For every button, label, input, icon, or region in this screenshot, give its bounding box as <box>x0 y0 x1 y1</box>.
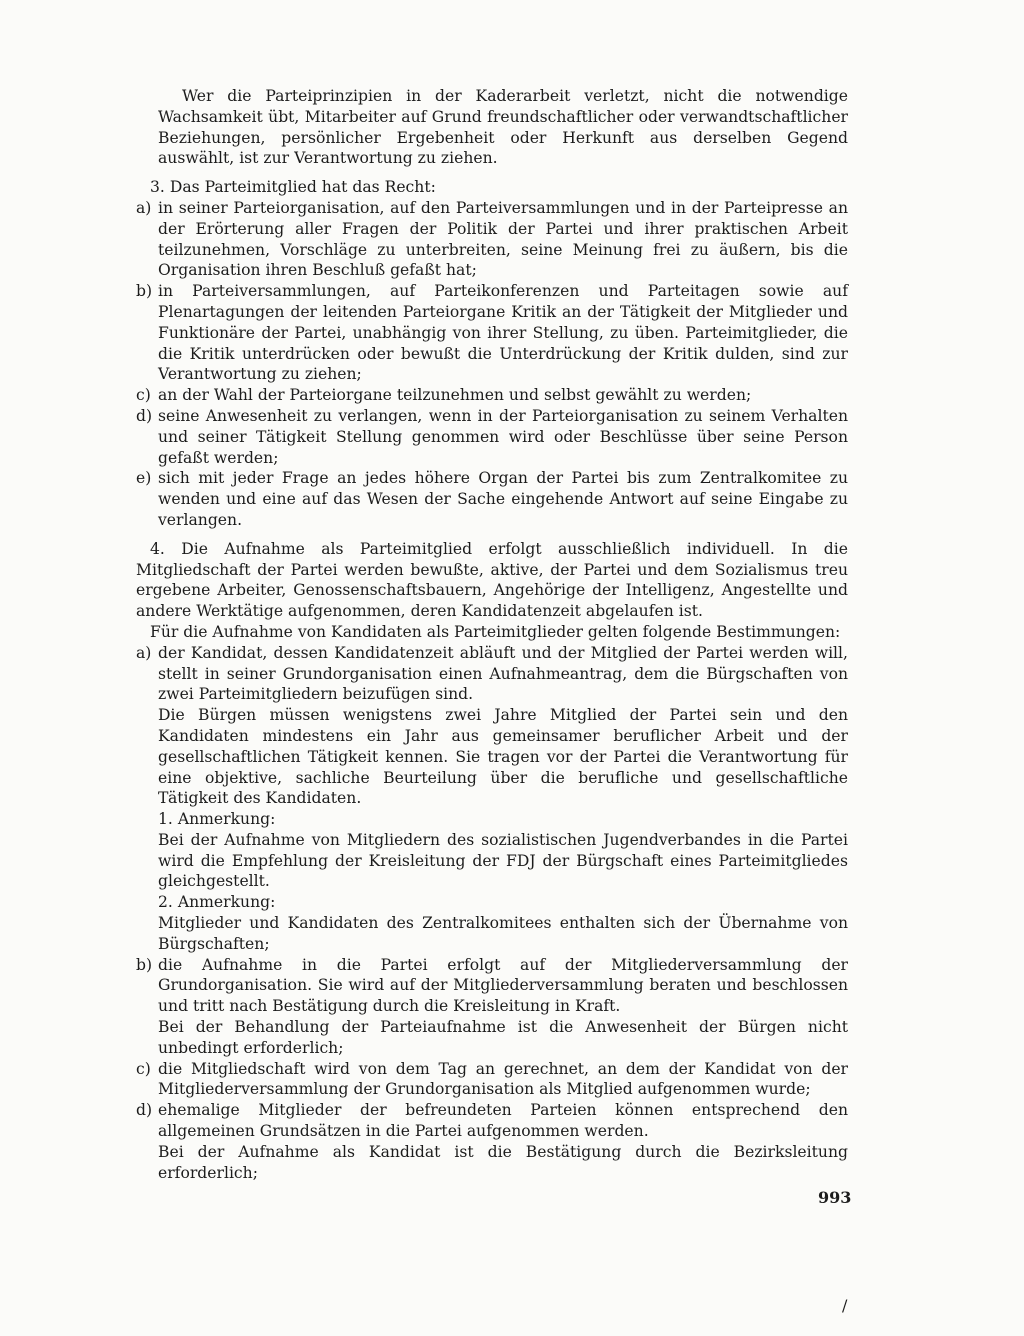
intro-paragraph: Wer die Parteiprinzipien in der Kaderarbeit verletzt, nicht die notwendige Wachsamkeit übt, Mitarbeiter auf Grund freundschaftlicher oder verwandtschaftlicher Beziehungen, persönlicher Ergebenheit oder Herkunft aus derselben Gegend auswählt, ist zur Verantwortung zu ziehen. <box>158 87 848 168</box>
list-continuation: Bei der Behandlung der Parteiaufnahme ist die Anwesenheit der Bürgen nicht unbedingt erforderlich; <box>158 1018 848 1057</box>
list-label: b) <box>136 955 153 974</box>
list-item <box>136 468 848 530</box>
list-label: a) <box>136 643 152 662</box>
list-text: in seiner Parteiorganisation, auf den Parteiversammlungen und in der Parteipresse an der Erörterung aller Fragen der Politik der Partei und ihrer praktischen Arbeit teilzunehmen, Vorschläge zu unterbreiten, seine Meinung frei zu äußern, bis die Organisation ihren Beschluß gefaßt hat; <box>158 198 848 280</box>
list-continuation: Bei der Aufnahme als Kandidat ist die Bestätigung durch die Bezirksleitung erforderlich; <box>158 1142 848 1182</box>
list-label: d) <box>136 1101 153 1120</box>
list-text: in Parteiversammlungen, auf Parteikonferenzen und Parteitagen sowie auf Plenartagungen der leitenden Parteiorgane Kritik an der Tätigkeit der Mitglieder und Funktionäre der Partei, unabhängig von ihrer Stellung, zu üben. Parteimitglieder, die die Kritik unterdrücken oder bewußt die Unterdrückung der Kritik dulden, sind zur Verantwortung zu ziehen; <box>158 282 848 384</box>
list-label: c) <box>136 386 151 405</box>
list-item <box>136 1100 848 1142</box>
list-item <box>136 385 848 406</box>
section-3-heading: 3. Das Parteimitglied hat das Recht: <box>150 178 436 197</box>
list-item <box>136 281 848 385</box>
list-item <box>136 955 848 1017</box>
section-4-paragraph: 4. Die Aufnahme als Parteimitglied erfolgt ausschließlich individuell. In die Mitgliedschaft der Partei werden bewußte, aktive, der Partei und dem Sozialismus treu ergebene Arbeiter, Genossenschaftsbauern, Angehörige der Intelligenz, Angestellte und andere Werktätige aufgenommen, deren Kandidatenzeit abgelaufen ist. <box>136 539 848 621</box>
list-label: b) <box>136 282 153 301</box>
list-label: d) <box>136 406 153 425</box>
corner-mark: / <box>842 1296 848 1315</box>
list-label: c) <box>136 1059 151 1078</box>
list-text: seine Anwesenheit zu verlangen, wenn in der Parteiorganisation zu seinem Verhalten und seiner Tätigkeit Stellung genommen wird oder Beschlüsse über seine Person gefaßt werden; <box>158 406 848 467</box>
list-text: sich mit jeder Frage an jedes höhere Organ der Partei bis zum Zentralkomitee zu wenden und eine auf das Wesen der Sache eingehende Antwort auf seine Eingabe zu verlangen. <box>158 469 848 529</box>
note-2-text: Mitglieder und Kandidaten des Zentralkomitees enthalten sich der Übernahme von Bürgschaften; <box>158 914 848 953</box>
section-4-intro: Für die Aufnahme von Kandidaten als Parteimitglieder gelten folgende Bestimmungen: <box>150 622 841 641</box>
list-label: a) <box>136 198 152 217</box>
list-text: der Kandidat, dessen Kandidatenzeit abläuft und der Mitglied der Partei werden will, stellt in seiner Grundorganisation einen Aufnahmeantrag, dem die Bürgschaften von zwei Parteimitgliedern beizufügen sind. <box>158 643 848 704</box>
list-continuation: Die Bürgen müssen wenigstens zwei Jahre Mitglied der Partei sein und den Kandidaten mindestens ein Jahr aus gemeinsamer beruflicher Arbeit und der gesellschaftlichen Tätigkeit kennen. Sie tragen vor der Partei die Verantwortung für eine objektive, sachliche Beurteilung über die berufliche und gesellschaftliche Tätigkeit des Kandidaten. <box>158 706 848 808</box>
note-2-heading: 2. Anmerkung: <box>158 893 276 912</box>
page-number: 993 <box>818 1188 852 1207</box>
list-label: e) <box>136 469 152 488</box>
list-item <box>136 198 848 281</box>
list-item <box>136 643 848 705</box>
body-text <box>136 86 848 1183</box>
note-1-heading: 1. Anmerkung: <box>158 810 276 829</box>
list-text: die Aufnahme in die Partei erfolgt auf der Mitgliederversammlung der Grundorganisation. Sie wird auf der Mitgliederversammlung beraten und beschlossen und tritt nach Bestätigung durch die Kreisleitung in Kraft. <box>158 955 848 1016</box>
list-text: ehemalige Mitglieder der befreundeten Parteien können entsprechend den allgemeinen Grundsätzen in die Partei aufgenommen werden. <box>158 1101 848 1141</box>
note-1-text: Bei der Aufnahme von Mitgliedern des sozialistischen Jugendverbandes in die Partei wird die Empfehlung der Kreisleitung der FDJ der Bürgschaft eines Parteimitgliedes gleichgestellt. <box>158 830 848 891</box>
list-item <box>136 1059 848 1101</box>
list-item <box>136 406 848 468</box>
list-text: an der Wahl der Parteiorgane teilzunehmen und selbst gewählt zu werden; <box>158 386 752 405</box>
list-text: die Mitgliedschaft wird von dem Tag an gerechnet, an dem der Kandidat von der Mitgliederversammlung der Grundorganisation als Mitglied aufgenommen wurde; <box>158 1059 848 1099</box>
